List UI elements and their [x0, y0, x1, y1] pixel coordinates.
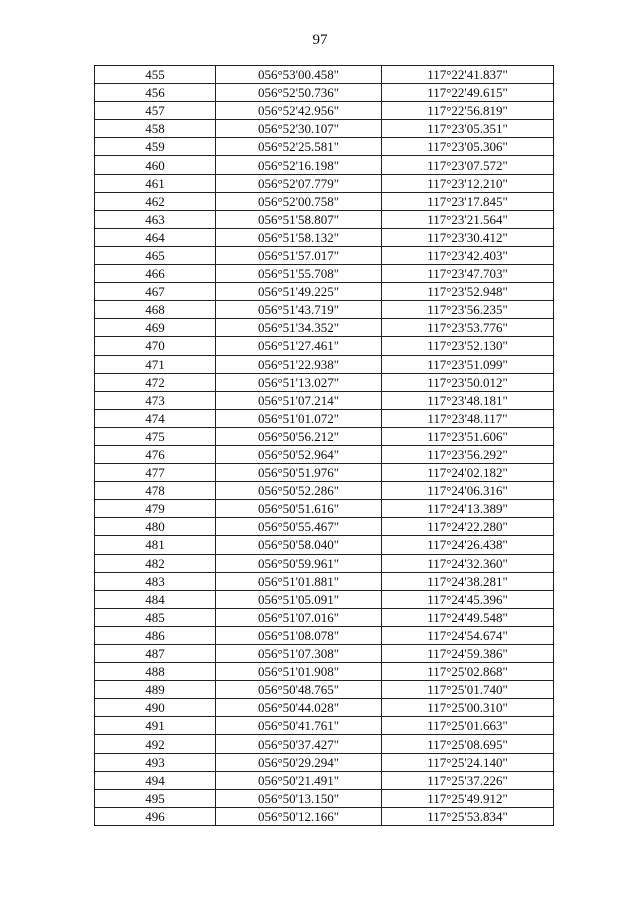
point-number-cell: 489: [95, 681, 216, 699]
table-row: [95, 210, 554, 228]
longitude-cell: 117°24'38.281": [382, 572, 554, 590]
table-row: [95, 228, 554, 246]
point-number-cell: 487: [95, 645, 216, 663]
point-number-cell: 474: [95, 409, 216, 427]
point-number-cell: 491: [95, 717, 216, 735]
longitude-cell: 117°23'42.403": [382, 246, 554, 264]
point-number-cell: 463: [95, 210, 216, 228]
page-number: 97: [312, 32, 328, 48]
table-row: [95, 572, 554, 590]
point-number-cell: 462: [95, 192, 216, 210]
table-row: [95, 319, 554, 337]
latitude-cell: 056°53'00.458": [216, 66, 382, 84]
longitude-cell: 117°23'52.130": [382, 337, 554, 355]
latitude-cell: 056°52'07.779": [216, 174, 382, 192]
latitude-cell: 056°50'59.961": [216, 554, 382, 572]
table-row: [95, 753, 554, 771]
longitude-cell: 117°24'26.438": [382, 536, 554, 554]
point-number-cell: 485: [95, 608, 216, 626]
longitude-cell: 117°25'00.310": [382, 699, 554, 717]
point-number-cell: 473: [95, 391, 216, 409]
point-number-cell: 495: [95, 789, 216, 807]
longitude-cell: 117°23'17.845": [382, 192, 554, 210]
table-row: [95, 138, 554, 156]
longitude-cell: 117°23'56.235": [382, 301, 554, 319]
table-row: [95, 645, 554, 663]
longitude-cell: 117°23'51.606": [382, 427, 554, 445]
latitude-cell: 056°51'55.708": [216, 265, 382, 283]
point-number-cell: 466: [95, 265, 216, 283]
point-number-cell: 456: [95, 84, 216, 102]
longitude-cell: 117°24'45.396": [382, 590, 554, 608]
longitude-cell: 117°23'56.292": [382, 445, 554, 463]
longitude-cell: 117°24'59.386": [382, 645, 554, 663]
longitude-cell: 117°23'50.012": [382, 373, 554, 391]
latitude-cell: 056°51'07.214": [216, 391, 382, 409]
point-number-cell: 470: [95, 337, 216, 355]
table-row: [95, 391, 554, 409]
latitude-cell: 056°51'49.225": [216, 283, 382, 301]
table-row: [95, 699, 554, 717]
latitude-cell: 056°51'27.461": [216, 337, 382, 355]
longitude-cell: 117°22'56.819": [382, 102, 554, 120]
coordinates-table-body: [95, 66, 554, 826]
table-row: [95, 66, 554, 84]
table-row: [95, 464, 554, 482]
table-row: [95, 246, 554, 264]
longitude-cell: 117°23'05.306": [382, 138, 554, 156]
latitude-cell: 056°50'44.028": [216, 699, 382, 717]
longitude-cell: 117°23'30.412": [382, 228, 554, 246]
table-row: [95, 337, 554, 355]
latitude-cell: 056°52'16.198": [216, 156, 382, 174]
point-number-cell: 457: [95, 102, 216, 120]
point-number-cell: 492: [95, 735, 216, 753]
table-row: [95, 409, 554, 427]
point-number-cell: 484: [95, 590, 216, 608]
longitude-cell: 117°24'02.182": [382, 464, 554, 482]
latitude-cell: 056°50'37.427": [216, 735, 382, 753]
point-number-cell: 493: [95, 753, 216, 771]
table-row: [95, 102, 554, 120]
latitude-cell: 056°52'50.736": [216, 84, 382, 102]
longitude-cell: 117°25'49.912": [382, 789, 554, 807]
point-number-cell: 477: [95, 464, 216, 482]
coordinates-table: [94, 65, 554, 826]
point-number-cell: 496: [95, 807, 216, 825]
longitude-cell: 117°24'06.316": [382, 482, 554, 500]
longitude-cell: 117°23'47.703": [382, 265, 554, 283]
table-row: [95, 554, 554, 572]
latitude-cell: 056°50'56.212": [216, 427, 382, 445]
table-row: [95, 590, 554, 608]
point-number-cell: 458: [95, 120, 216, 138]
latitude-cell: 056°52'00.758": [216, 192, 382, 210]
longitude-cell: 117°23'51.099": [382, 355, 554, 373]
latitude-cell: 056°52'25.581": [216, 138, 382, 156]
point-number-cell: 460: [95, 156, 216, 174]
table-row: [95, 536, 554, 554]
table-row: [95, 807, 554, 825]
point-number-cell: 479: [95, 500, 216, 518]
longitude-cell: 117°25'01.740": [382, 681, 554, 699]
point-number-cell: 488: [95, 663, 216, 681]
point-number-cell: 471: [95, 355, 216, 373]
table-row: [95, 120, 554, 138]
point-number-cell: 455: [95, 66, 216, 84]
point-number-cell: 472: [95, 373, 216, 391]
longitude-cell: 117°23'48.181": [382, 391, 554, 409]
point-number-cell: 478: [95, 482, 216, 500]
table-row: [95, 735, 554, 753]
latitude-cell: 056°51'08.078": [216, 626, 382, 644]
longitude-cell: 117°23'05.351": [382, 120, 554, 138]
longitude-cell: 117°23'07.572": [382, 156, 554, 174]
latitude-cell: 056°50'12.166": [216, 807, 382, 825]
table-row: [95, 518, 554, 536]
latitude-cell: 056°52'42.956": [216, 102, 382, 120]
table-row: [95, 174, 554, 192]
table-row: [95, 717, 554, 735]
point-number-cell: 490: [95, 699, 216, 717]
longitude-cell: 117°25'02.868": [382, 663, 554, 681]
longitude-cell: 117°23'12.210": [382, 174, 554, 192]
point-number-cell: 459: [95, 138, 216, 156]
latitude-cell: 056°52'30.107": [216, 120, 382, 138]
point-number-cell: 482: [95, 554, 216, 572]
longitude-cell: 117°23'48.117": [382, 409, 554, 427]
point-number-cell: 483: [95, 572, 216, 590]
table-row: [95, 373, 554, 391]
table-row: [95, 626, 554, 644]
latitude-cell: 056°50'48.765": [216, 681, 382, 699]
point-number-cell: 476: [95, 445, 216, 463]
table-row: [95, 789, 554, 807]
latitude-cell: 056°51'05.091": [216, 590, 382, 608]
longitude-cell: 117°24'32.360": [382, 554, 554, 572]
longitude-cell: 117°25'37.226": [382, 771, 554, 789]
point-number-cell: 464: [95, 228, 216, 246]
latitude-cell: 056°51'13.027": [216, 373, 382, 391]
latitude-cell: 056°50'58.040": [216, 536, 382, 554]
table-row: [95, 663, 554, 681]
latitude-cell: 056°50'13.150": [216, 789, 382, 807]
point-number-cell: 486: [95, 626, 216, 644]
latitude-cell: 056°51'57.017": [216, 246, 382, 264]
table-row: [95, 156, 554, 174]
latitude-cell: 056°50'51.976": [216, 464, 382, 482]
latitude-cell: 056°50'55.467": [216, 518, 382, 536]
point-number-cell: 465: [95, 246, 216, 264]
longitude-cell: 117°25'53.834": [382, 807, 554, 825]
latitude-cell: 056°50'29.294": [216, 753, 382, 771]
longitude-cell: 117°25'08.695": [382, 735, 554, 753]
latitude-cell: 056°51'01.908": [216, 663, 382, 681]
point-number-cell: 461: [95, 174, 216, 192]
table-row: [95, 84, 554, 102]
latitude-cell: 056°51'34.352": [216, 319, 382, 337]
latitude-cell: 056°50'41.761": [216, 717, 382, 735]
longitude-cell: 117°24'22.280": [382, 518, 554, 536]
latitude-cell: 056°51'01.881": [216, 572, 382, 590]
latitude-cell: 056°51'07.016": [216, 608, 382, 626]
table-row: [95, 427, 554, 445]
latitude-cell: 056°51'07.308": [216, 645, 382, 663]
table-row: [95, 608, 554, 626]
point-number-cell: 480: [95, 518, 216, 536]
point-number-cell: 481: [95, 536, 216, 554]
point-number-cell: 469: [95, 319, 216, 337]
longitude-cell: 117°23'52.948": [382, 283, 554, 301]
latitude-cell: 056°50'52.286": [216, 482, 382, 500]
longitude-cell: 117°22'41.837": [382, 66, 554, 84]
longitude-cell: 117°24'54.674": [382, 626, 554, 644]
latitude-cell: 056°51'58.807": [216, 210, 382, 228]
table-row: [95, 681, 554, 699]
table-row: [95, 301, 554, 319]
table-row: [95, 482, 554, 500]
table-row: [95, 192, 554, 210]
point-number-cell: 475: [95, 427, 216, 445]
point-number-cell: 494: [95, 771, 216, 789]
latitude-cell: 056°51'22.938": [216, 355, 382, 373]
table-row: [95, 771, 554, 789]
latitude-cell: 056°51'01.072": [216, 409, 382, 427]
latitude-cell: 056°51'58.132": [216, 228, 382, 246]
longitude-cell: 117°23'21.564": [382, 210, 554, 228]
longitude-cell: 117°22'49.615": [382, 84, 554, 102]
table-row: [95, 265, 554, 283]
latitude-cell: 056°50'21.491": [216, 771, 382, 789]
latitude-cell: 056°50'52.964": [216, 445, 382, 463]
longitude-cell: 117°23'53.776": [382, 319, 554, 337]
longitude-cell: 117°25'01.663": [382, 717, 554, 735]
longitude-cell: 117°25'24.140": [382, 753, 554, 771]
longitude-cell: 117°24'13.389": [382, 500, 554, 518]
latitude-cell: 056°50'51.616": [216, 500, 382, 518]
point-number-cell: 467: [95, 283, 216, 301]
point-number-cell: 468: [95, 301, 216, 319]
table-row: [95, 283, 554, 301]
latitude-cell: 056°51'43.719": [216, 301, 382, 319]
longitude-cell: 117°24'49.548": [382, 608, 554, 626]
table-row: [95, 355, 554, 373]
table-row: [95, 500, 554, 518]
table-row: [95, 445, 554, 463]
